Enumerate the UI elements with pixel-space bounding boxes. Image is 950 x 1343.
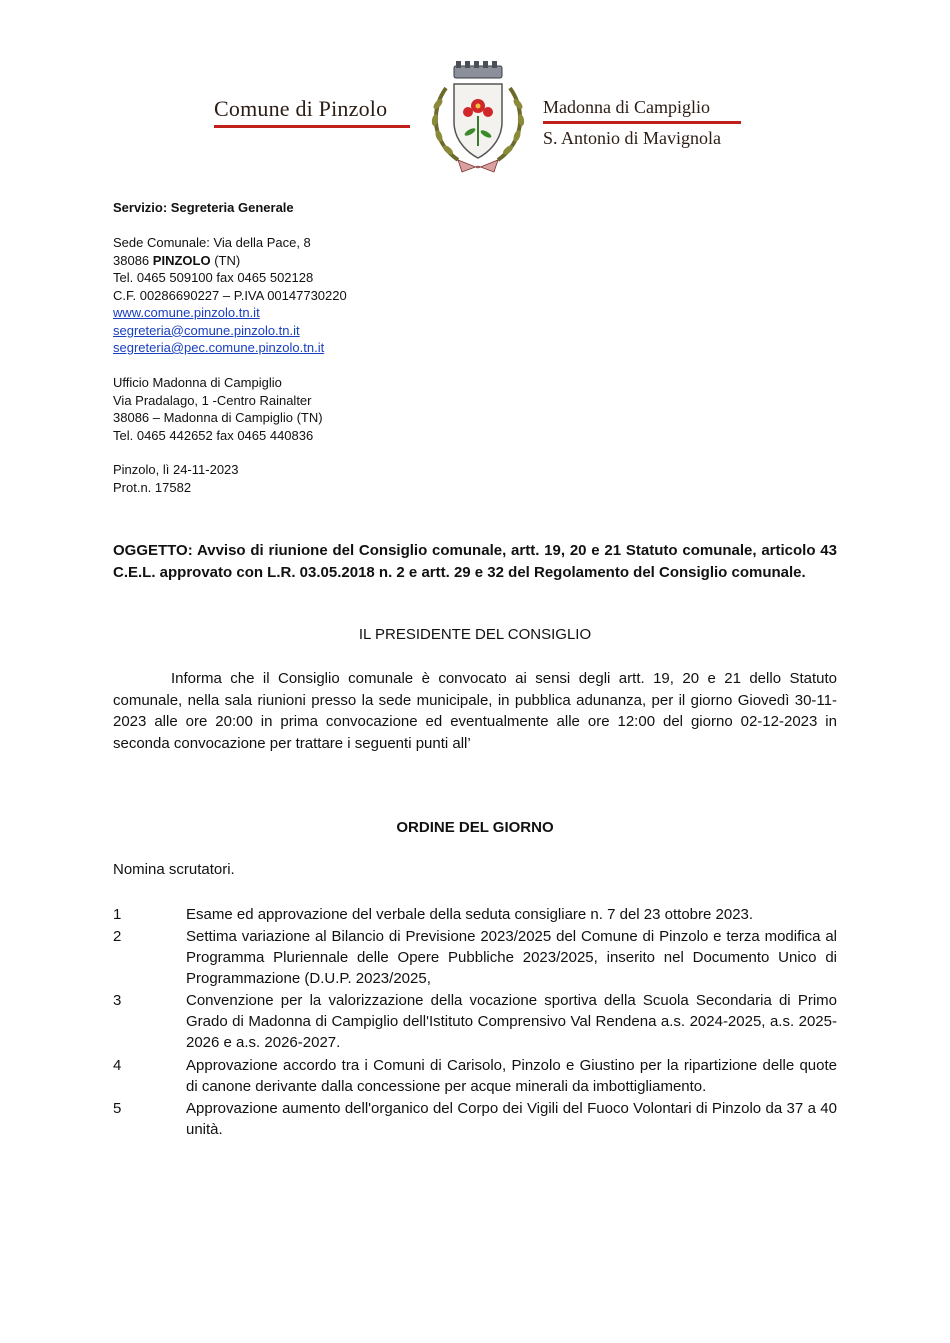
agenda-item-text: Approvazione aumento dell'organico del Corpo dei Vigili del Fuoco Volontari di Pinzolo da 37 a 40 unità. bbox=[186, 1100, 837, 1139]
sede-tax-codes: C.F. 00286690227 – P.IVA 00147730220 bbox=[113, 287, 347, 303]
frazione-madonna-di-campiglio: Madonna di Campiglio bbox=[543, 97, 710, 117]
sede-city-line bbox=[113, 252, 347, 270]
agenda-item-number: 4 bbox=[113, 1057, 122, 1074]
agenda-item-text: Approvazione accordo tra i Comuni di Carisolo, Pinzolo e Giustino per la ripartizione delle quote di canone derivante dalla concessione per acque minerali da imbottigliamento. bbox=[186, 1057, 837, 1096]
website-link[interactable]: www.comune.pinzolo.tn.it bbox=[113, 305, 260, 320]
sede-cap: 38086 bbox=[113, 252, 150, 268]
convocation-paragraph: Informa che il Consiglio comunale è convocato ai sensi degli artt. 19, 20 e 21 dello Statuto comunale, nella sala riunioni presso la sede municipale, in pubblica adunanza, per il giorno Giovedì 30-11-2023 alle ore 20:00 in prima convocazione ed eventualmente alle ore 12:00 del giorno 02-12-2023 in seconda convocazione per trattare i seguenti punti all’ bbox=[113, 670, 837, 752]
president-heading: IL PRESIDENTE DEL CONSIGLIO bbox=[358, 626, 592, 643]
date-block bbox=[113, 461, 239, 496]
agenda-item-text: Convenzione per la valorizzazione della vocazione sportiva della Scuola Secondaria di Primo Grado di Madonna di Campiglio dell'Istituto Comprensivo Val Rendena a.s. 2024-2025, a.s. 2025-2026 e a.s. 2026-2027. bbox=[186, 992, 837, 1052]
ufficio-name: Ufficio Madonna di Campiglio bbox=[113, 375, 282, 390]
agenda-item-number: 2 bbox=[113, 928, 122, 945]
agenda-item-number: 1 bbox=[113, 906, 122, 923]
protocol-number: Prot.n. 17582 bbox=[113, 479, 192, 495]
coat-of-arms-icon bbox=[424, 60, 532, 178]
agenda-item-number: 3 bbox=[113, 992, 122, 1009]
sede-block bbox=[113, 234, 347, 357]
agenda-title: ORDINE DEL GIORNO bbox=[396, 819, 554, 836]
letterhead-left bbox=[214, 96, 414, 128]
date-line: Pinzolo, lì 24-11-2023 bbox=[113, 462, 239, 477]
ufficio-city: 38086 – Madonna di Campiglio (TN) bbox=[113, 410, 323, 425]
agenda-item-number: 5 bbox=[113, 1100, 122, 1117]
agenda-item-text: Esame ed approvazione del verbale della seduta consigliare n. 7 del 23 ottobre 2023. bbox=[186, 906, 754, 923]
pec-email-link[interactable]: segreteria@pec.comune.pinzolo.tn.it bbox=[113, 340, 325, 355]
sede-phone: Tel. 0465 509100 fax 0465 502128 bbox=[113, 270, 314, 285]
frazione-s-antonio: S. Antonio di Mavignola bbox=[543, 128, 722, 148]
email-link[interactable]: segreteria@comune.pinzolo.tn.it bbox=[113, 322, 300, 338]
subject: OGGETTO: Avviso di riunione del Consiglio comunale, artt. 19, 20 e 21 Statuto comunale, articolo 43 C.E.L. approvato con L.R. 03.05.2018 n. 2 e artt. 29 e 32 del Regolamento del Consiglio comunale. bbox=[113, 542, 837, 581]
ufficio-block bbox=[113, 374, 323, 444]
sede-prov: (TN) bbox=[214, 252, 241, 268]
municipality-name: Comune di Pinzolo bbox=[214, 96, 388, 121]
letterhead-rule-right bbox=[543, 121, 741, 124]
sede-city: PINZOLO bbox=[152, 252, 211, 268]
service-label: Servizio: Segreteria Generale bbox=[113, 200, 294, 215]
ufficio-phone: Tel. 0465 442652 fax 0465 440836 bbox=[113, 427, 314, 443]
ufficio-address: Via Pradalago, 1 -Centro Rainalter bbox=[113, 392, 312, 408]
letterhead-rule-left bbox=[214, 125, 410, 128]
nomina-scrutatori: Nomina scrutatori. bbox=[113, 861, 235, 878]
sede-address: Sede Comunale: Via della Pace, 8 bbox=[113, 235, 311, 250]
letterhead-right bbox=[543, 97, 743, 149]
agenda-item-text: Settima variazione al Bilancio di Previsione 2023/2025 del Comune di Pinzolo e terza modifica al Programma Pluriennale delle Opere Pubbliche 2023/2025, inserito nel Documento Unico di Programmazione (D.U.P. 2023/2025, bbox=[186, 928, 837, 988]
